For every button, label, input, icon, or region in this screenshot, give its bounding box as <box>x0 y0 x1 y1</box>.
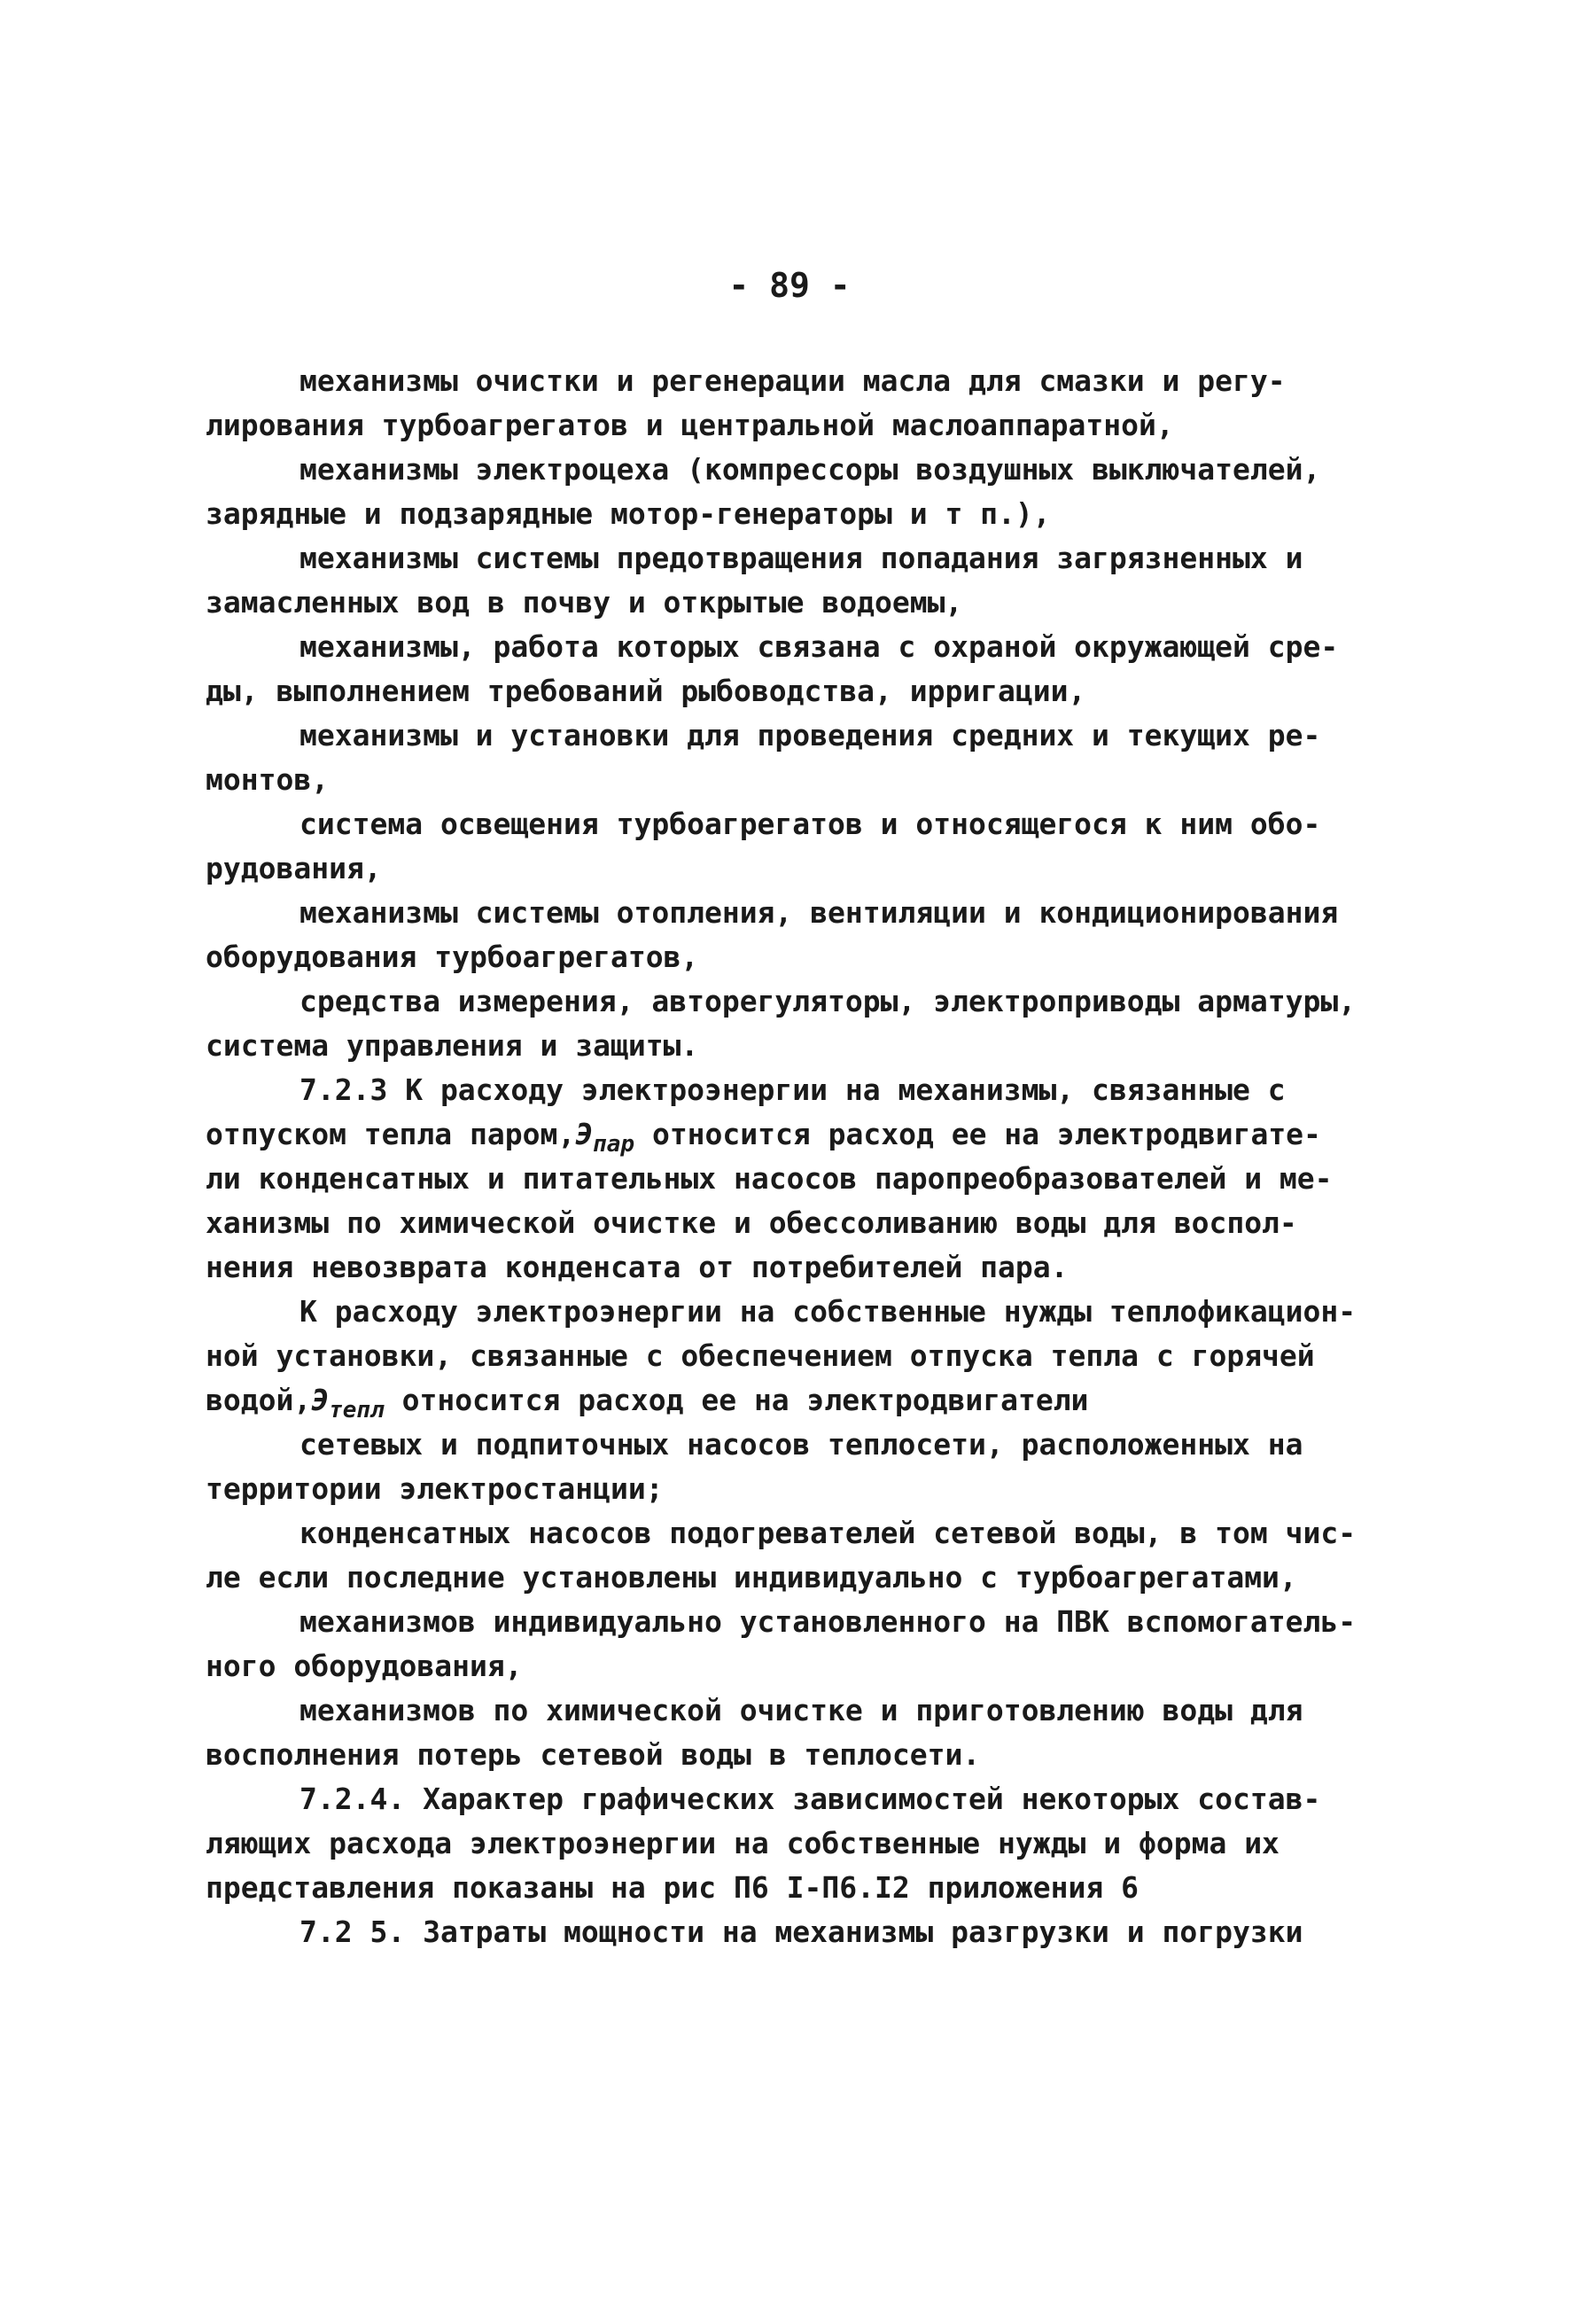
text-line: зарядные и подзарядные мотор-генераторы и т п.), <box>206 496 1051 531</box>
text-line: лирования турбоагрегатов и центральной маслоаппаратной, <box>206 408 1174 442</box>
text-line: К расходу электроэнергии на собственные нужды теплофикацион- <box>299 1294 1357 1329</box>
energy-symbol: Э <box>575 1117 594 1151</box>
formula-line-suffix: относится расход ее на электродвигате- <box>634 1117 1321 1151</box>
text-line: ханизмы по химической очистке и обессоливанию воды для воспол- <box>206 1205 1297 1240</box>
text-line: представления показаны на рис П6 I-П6.I2 приложения 6 <box>206 1870 1139 1905</box>
text-line-with-formula <box>206 1112 1411 1157</box>
text-line: механизмов по химической очистке и приготовлению воды для <box>299 1693 1303 1727</box>
text-line: сетевых и подпиточных насосов теплосети, расположенных на <box>299 1427 1303 1462</box>
text-line: механизмы очистки и регенерации масла для смазки и регу- <box>299 363 1286 398</box>
formula-line-suffix: относится расход ее на электродвигатели <box>384 1383 1089 1417</box>
text-line: 7.2.3 К расходу электроэнергии на механизмы, связанные с <box>299 1072 1286 1107</box>
text-line: система управления и защиты. <box>206 1028 699 1063</box>
text-line: конденсатных насосов подогревателей сетевой воды, в том чис- <box>299 1516 1357 1550</box>
text-line: ле если последние установлены индивидуально с турбоагрегатами, <box>206 1560 1297 1595</box>
formula-line-prefix: отпуском тепла паром, <box>206 1117 576 1151</box>
text-line: механизмы системы предотвращения попадания загрязненных и <box>299 541 1303 575</box>
energy-subscript: тепл <box>329 1397 385 1423</box>
energy-symbol: Э <box>311 1383 330 1417</box>
text-line: территории электростанции; <box>206 1471 664 1506</box>
text-line: ного оборудования, <box>206 1649 523 1683</box>
text-line: ли конденсатных и питательных насосов паропреобразователей и ме- <box>206 1161 1333 1196</box>
energy-subscript: пар <box>593 1131 635 1158</box>
text-line: ды, выполнением требований рыбоводства, ирригации, <box>206 674 1086 708</box>
text-line: нения невозврата конденсата от потребителей пара. <box>206 1250 1069 1284</box>
text-line: восполнения потерь сетевой воды в теплосети. <box>206 1737 981 1772</box>
text-line: 7.2.4. Характер графических зависимостей некоторых состав- <box>299 1782 1321 1816</box>
text-line: механизмы электроцеха (компрессоры воздушных выключателей, <box>299 452 1321 487</box>
formula-line-prefix: водой, <box>206 1383 312 1417</box>
text-line: монтов, <box>206 762 330 797</box>
text-line: оборудования турбоагрегатов, <box>206 940 699 974</box>
body-text <box>206 359 1411 1954</box>
text-line: 7.2 5. Затраты мощности на механизмы разгрузки и погрузки <box>299 1915 1303 1949</box>
text-line-with-formula <box>206 1378 1411 1423</box>
text-line: средства измерения, авторегуляторы, электроприводы арматуры, <box>299 984 1357 1018</box>
text-line: механизмов индивидуально установленного на ПВК вспомогатель- <box>299 1604 1357 1639</box>
text-line: механизмы системы отопления, вентиляции и кондиционирования <box>299 895 1339 930</box>
text-line: рудования, <box>206 851 382 885</box>
text-line: механизмы и установки для проведения средних и текущих ре- <box>299 718 1321 753</box>
text-line: ляющих расхода электроэнергии на собственные нужды и форма их <box>206 1826 1280 1860</box>
text-line: механизмы, работа которых связана с охраной окружающей сре- <box>299 629 1339 664</box>
page-number: - 89 - <box>728 266 851 305</box>
text-line: замасленных вод в почву и открытые водоемы, <box>206 585 963 620</box>
text-line: ной установки, связанные с обеспечением отпуска тепла с горячей <box>206 1338 1315 1373</box>
text-line: система освещения турбоагрегатов и относящегося к ним обо- <box>299 807 1321 841</box>
